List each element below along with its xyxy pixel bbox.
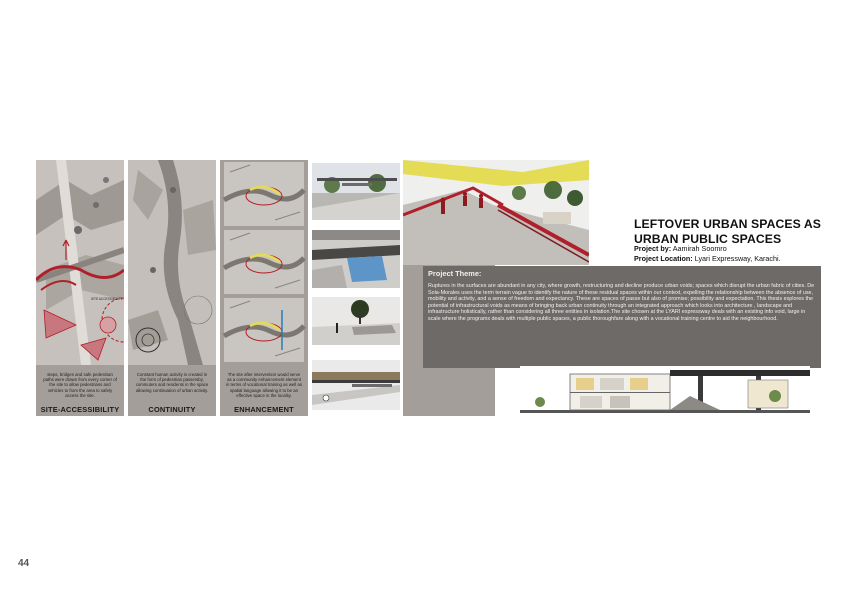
page-title-line2: URBAN PUBLIC SPACES	[634, 231, 782, 246]
project-theme-heading: Project Theme:	[428, 269, 482, 278]
enhancement-maps	[220, 160, 308, 365]
site-accessibility-caption: steps, bridges and safe pedestrian paths were drawn from every corner of the site to allow pedestrians and vehicles to from the area to safely access the site.	[43, 372, 117, 398]
site-accessibility-title: SITE-ACCESSIBILITY	[40, 405, 120, 414]
panel-enhancement	[220, 160, 308, 416]
project-by	[634, 244, 727, 253]
page-title-line1: LEFTOVER URBAN SPACES AS	[634, 217, 822, 231]
continuity-map	[128, 160, 216, 365]
photo-plaza-image	[312, 297, 400, 345]
photo-water-feature-image	[312, 230, 400, 288]
project-theme-body: Ruptures in the surfaces are abundant in any city, where growth, restructuring and decline produce urban voids; spaces which disrupt the urban fabric of cities. De Sola-Morales uses the term terrain vague to identify the nature of these residual spaces within our context, expelling the relationship between the absence of use, mobility and activity, and a sense of freedom and expectancy. These are spaces of passe but also of promise; possibility and expectation. This thesis explores the potential of infrastructural voids as means of bringing back urban continuity through an integrated approach which looks into architecture , landscape and infrastructure holistically, rather than considering all three entities in isolation.The site chosen at the LYARI expressway deals with an existing info void, large in scale where the programs deals with multiple public spaces, a public thoroughfare along with a vocational training centre to aid the neighbourhood.	[428, 283, 815, 322]
project-by-label: Project by:	[634, 244, 672, 253]
render-red-bridge	[403, 160, 589, 265]
section-drawing-image	[520, 366, 810, 416]
enhancement-title: ENHANCEMENT	[234, 405, 294, 414]
site-accessibility-map-label: SITE ACCESSIBILITY	[91, 297, 123, 301]
page-number: 44	[18, 558, 30, 569]
panel-site-accessibility	[36, 160, 124, 416]
photo-water-feature	[312, 230, 400, 288]
enhancement-caption: The site after intervention would serve as a community enhancement element in terms of vocational training as well as spatial language allowing it to be an effective space in the locality.	[226, 372, 302, 398]
continuity-caption: Constant human activity is created in the form of pedestrian passersby, commuters and residents in the space allowing continuation of urban activity.	[135, 372, 209, 393]
project-location	[634, 254, 781, 263]
panel-continuity	[128, 160, 216, 416]
project-by-value: Aamirah Soomro	[672, 244, 727, 253]
photo-expressway-image	[312, 360, 400, 410]
site-accessibility-map	[36, 160, 124, 365]
section-drawing	[520, 366, 810, 416]
page-title	[634, 217, 821, 246]
continuity-title: CONTINUITY	[148, 405, 196, 414]
photo-street-trees	[312, 163, 400, 220]
project-location-value: Lyari Expressway, Karachi.	[694, 254, 781, 263]
project-theme-box	[423, 266, 821, 368]
render-red-bridge-image	[403, 160, 589, 265]
photo-street-trees-image	[312, 163, 400, 220]
photo-expressway	[312, 360, 400, 410]
photo-plaza	[312, 297, 400, 345]
project-location-label: Project Location:	[634, 254, 693, 263]
